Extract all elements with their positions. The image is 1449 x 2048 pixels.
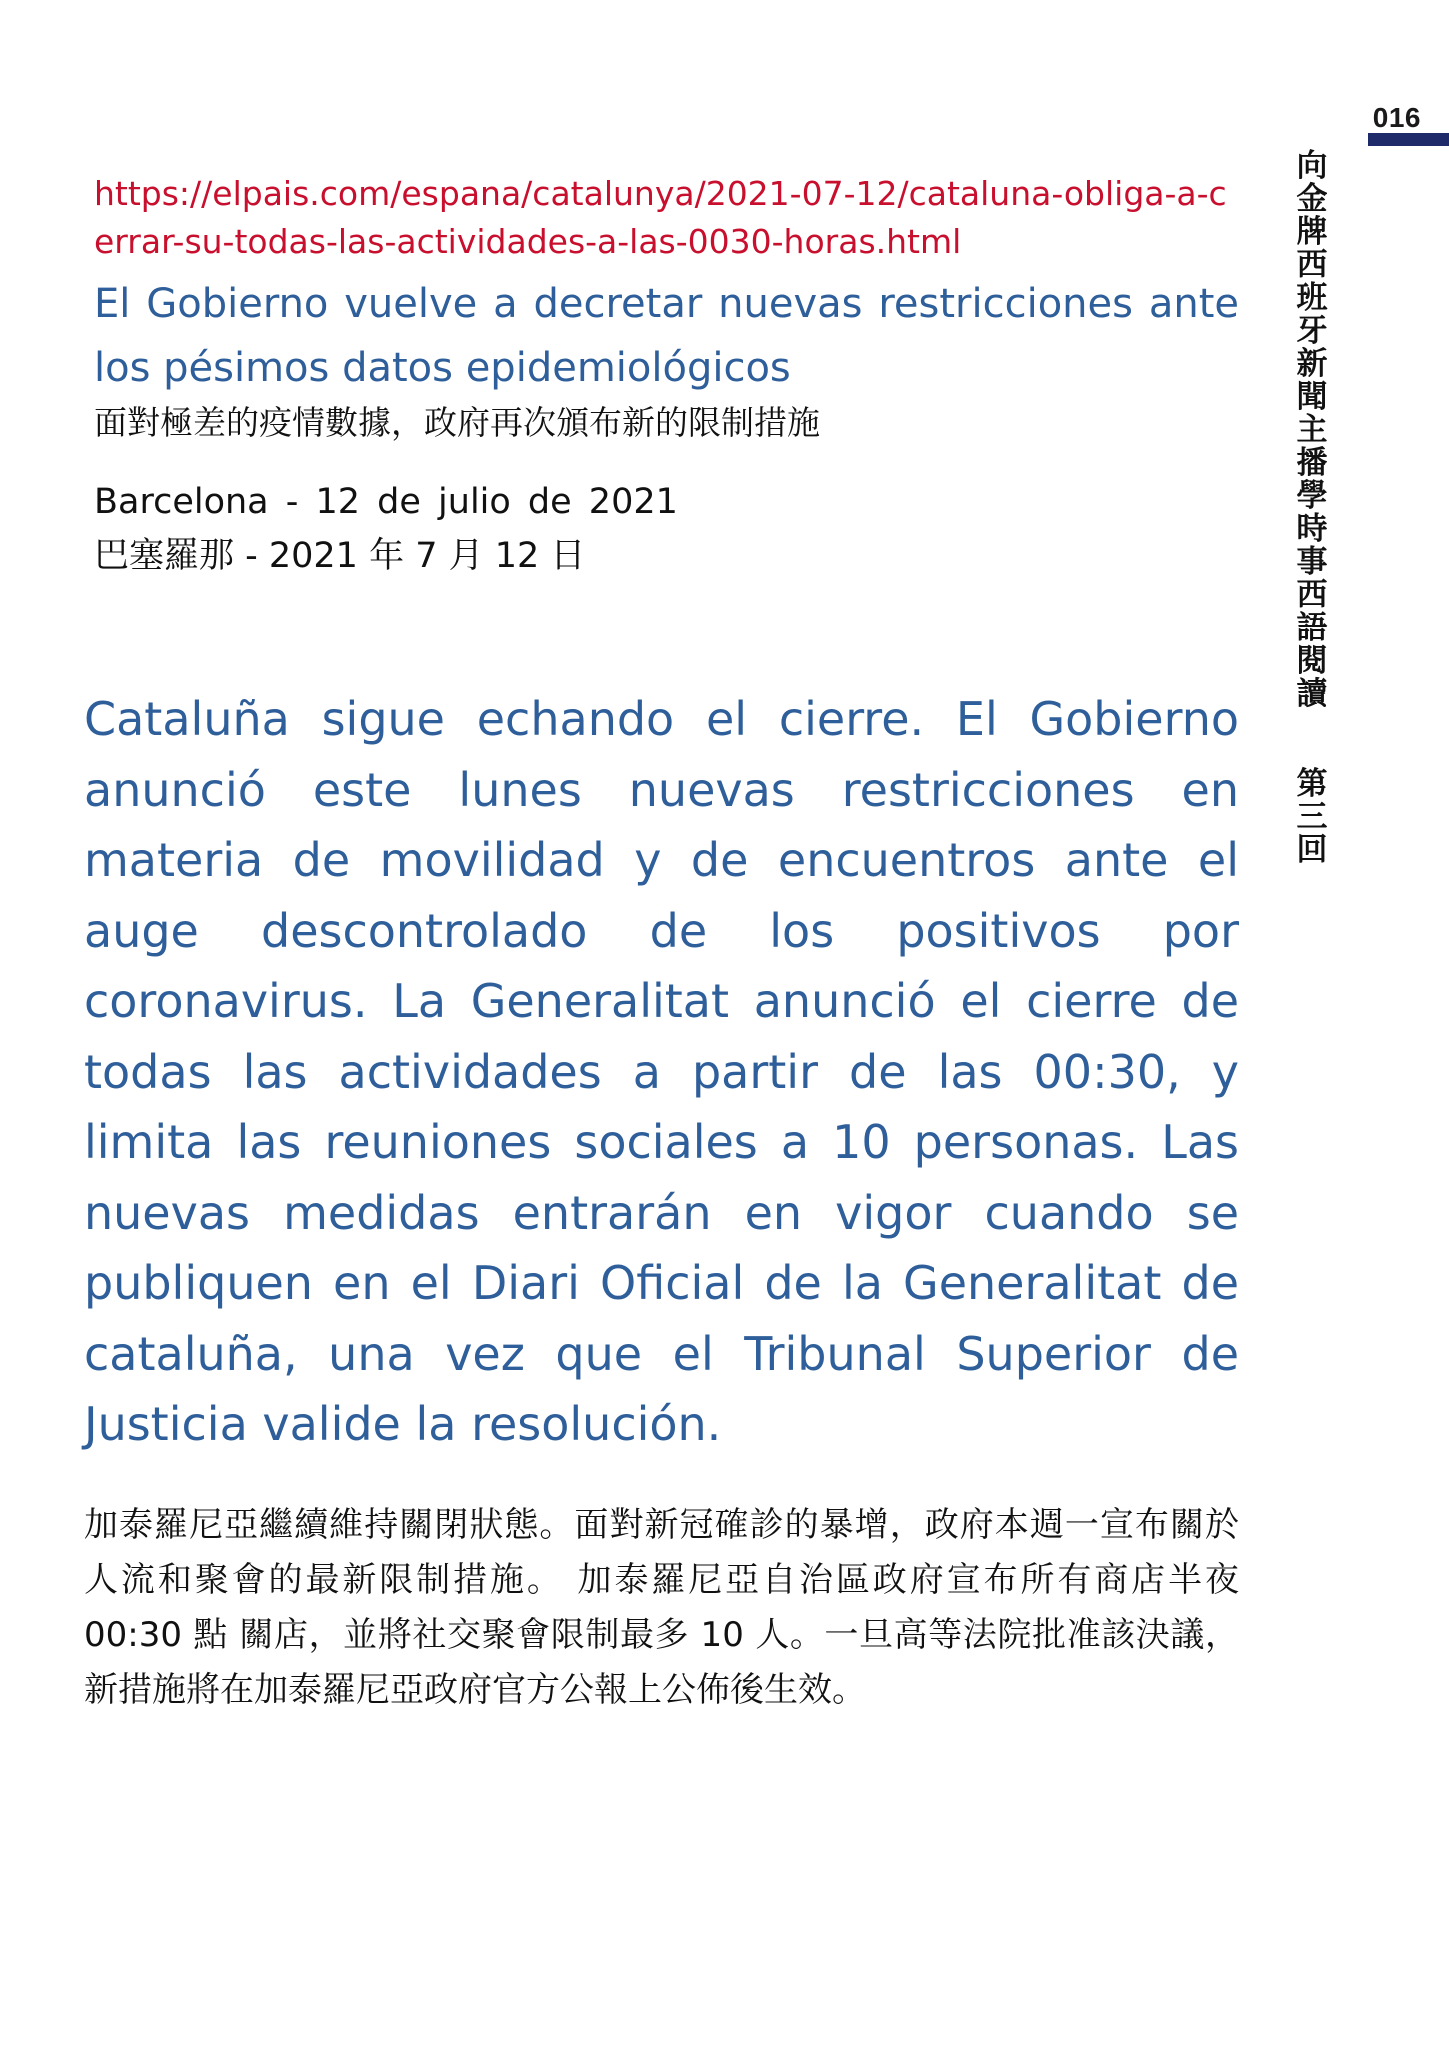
dateline-spanish: Barcelona - 12 de julio de 2021 xyxy=(94,482,678,522)
article-body-chinese: 加泰羅尼亞繼續維持關閉狀態。面對新冠確診的暴增，政府本週一宣布關於人流和聚會的最新限制措施。 加泰羅尼亞自治區政府宣布所有商店半夜 00:30 點 關店，並將社交聚會限制最多 10 人。一旦高等法院批准該決議，新措施將在加泰羅尼亞政府官方公報上公佈後生效。 xyxy=(84,1505,1239,1710)
article-body-spanish: Cataluña sigue echando el cierre. El Gobierno anunció este lunes nuevas restricciones en materia de movilidad y de encuentros ante el auge descontrolado de los positivos por coronavirus. La Generalitat anunció el cierre de todas las actividades a partir de las 00:30, y limita las reuniones sociales a 10 personas. Las nuevas medidas entrarán en vigor cuando se publiquen en el Diari Oficial de la Generalitat de cataluña, una vez que el Tribunal Superior de Justicia valide la resolución. xyxy=(84,692,1239,1451)
running-book-title: 向金牌西班牙新聞主播學時事西語閱讀 xyxy=(1296,148,1328,712)
dateline-chinese: 巴塞羅那 - 2021 年 7 月 12 日 xyxy=(94,536,586,576)
source-url-link[interactable]: https://elpais.com/espana/catalunya/2021-07-12/cataluna-obliga-a-cerrar-su-todas-las-actividades-a-las-0030-horas.html xyxy=(94,174,1227,261)
headline-spanish: El Gobierno vuelve a decretar nuevas restricciones ante los pésimos datos epidemiológicos xyxy=(94,281,1239,391)
page-number-bar xyxy=(1368,133,1449,146)
page-number: 016 xyxy=(1372,102,1421,133)
headline-chinese: 面對極差的疫情數據，政府再次頒布新的限制措施 xyxy=(94,403,820,442)
running-chapter-label: 第三回 xyxy=(1296,766,1328,868)
